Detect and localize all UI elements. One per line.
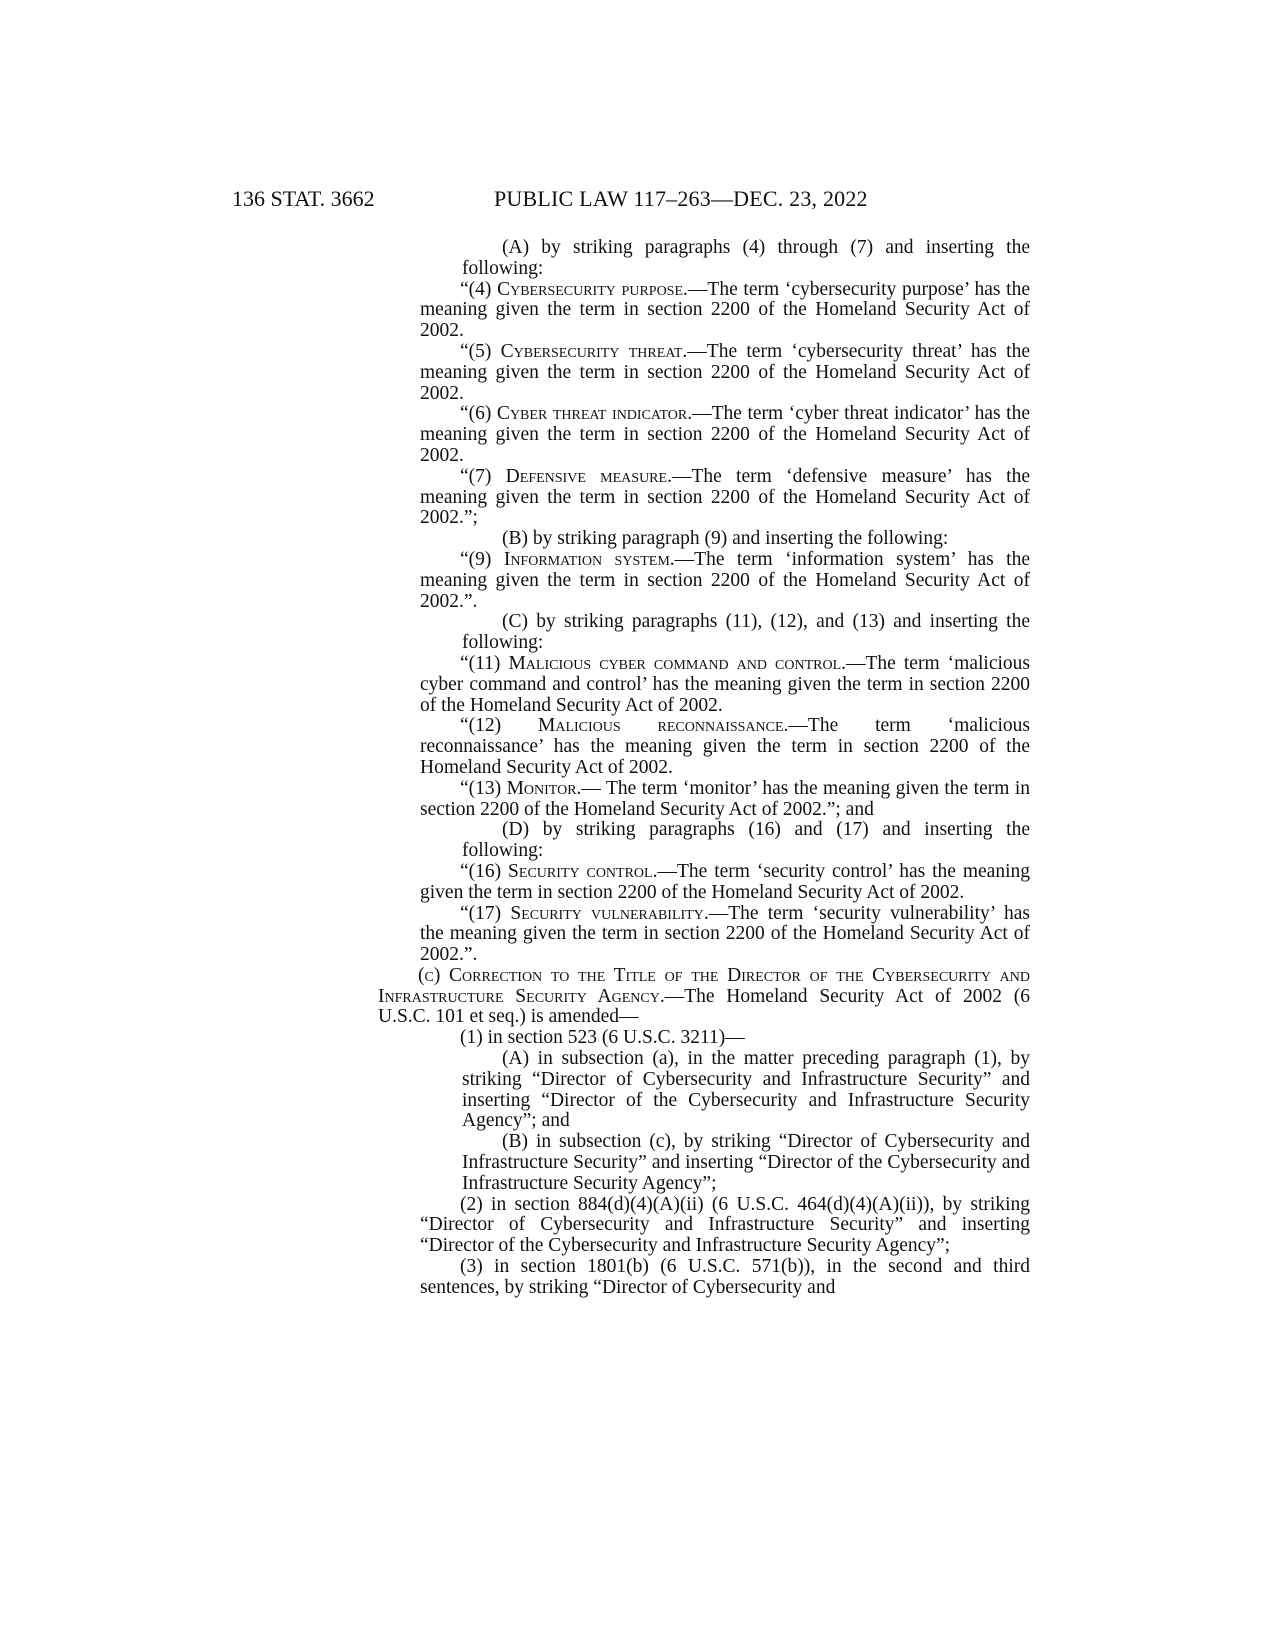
statute-page-number: 136 STAT. 3662 — [232, 186, 375, 211]
paragraph-text: (D) by striking paragraphs (16) and (17) and inserting the following: — [462, 819, 1030, 862]
paragraph-text: (3) in section 1801(b) (6 U.S.C. 571(b)), in the second and third sentences, by striking “Director of Cybersecurity and — [420, 1256, 1030, 1298]
paragraph-heading: “(16) Security control. — [460, 860, 658, 882]
paragraph — [420, 1257, 1030, 1299]
paragraph — [420, 280, 1030, 342]
paragraph-text: —The term ‘cyber threat indicator’ has the meaning given the term in section 2200 of the Homeland Security Act of 2002. — [420, 403, 1030, 466]
paragraph — [420, 612, 1030, 654]
paragraph-text: —The term ‘security vulnerability’ has the meaning given the term in section 2200 of the Homeland Security Act of 2002.”. — [420, 902, 1030, 966]
paragraph-heading: “(7) Defensive measure. — [460, 465, 672, 487]
paragraph-heading: (c) Correction to the Title of the Director of the Cybersecurity and Infrastructure Security Agency. — [378, 964, 1030, 1007]
paragraph — [420, 1195, 1030, 1257]
paragraph-text: —The term ‘defensive measure’ has the meaning given the term in section 2200 of the Homeland Security Act of 2002.”; — [420, 465, 1031, 529]
paragraph-text: (A) by striking paragraphs (4) through (7) and inserting the following: — [462, 237, 1030, 279]
paragraph — [420, 467, 1030, 529]
paragraph-text: —The Homeland Security Act of 2002 (6 U.S.C. 101 et seq.) is amended— — [378, 985, 1030, 1028]
public-law-title: PUBLIC LAW 117–263—DEC. 23, 2022 — [494, 186, 868, 211]
paragraph-text: —The term ‘cybersecurity purpose’ has the meaning given the term in section 2200 of the Homeland Security Act of 2002. — [420, 278, 1030, 342]
paragraph — [420, 716, 1030, 778]
paragraph-text: (2) in section 884(d)(4)(A)(ii) (6 U.S.C. 464(d)(4)(A)(ii)), by striking “Director of Cybersecurity and Infrastructure Security” and inserting “Director of the Cybersecurity and Infrastructure Security Agency”; — [420, 1193, 1030, 1257]
paragraph — [420, 779, 1030, 821]
paragraph — [420, 342, 1030, 404]
paragraph-heading: “(13) Monitor. — [460, 777, 582, 799]
paragraph-text: (B) in subsection (c), by striking “Director of Cybersecurity and Infrastructure Security” and inserting “Director of the Cybersecurity and Infrastructure Security Agency”; — [462, 1131, 1030, 1194]
paragraph-heading: “(6) Cyber threat indicator. — [460, 403, 693, 425]
paragraph-heading: “(5) Cybersecurity threat. — [460, 340, 688, 362]
paragraph-heading: “(11) Malicious cyber command and control. — [460, 652, 847, 674]
paragraph-text: —The term ‘malicious cyber command and control’ has the meaning given the term in section 2200 of the Homeland Security Act of 2002. — [420, 652, 1030, 716]
paragraph-text: —The term ‘information system’ has the meaning given the term in section 2200 of the Homeland Security Act of 2002.”. — [420, 548, 1030, 612]
paragraph — [420, 1028, 1030, 1049]
paragraph-text: —The term ‘malicious reconnaissance’ has the meaning given the term in section 2200 of the Homeland Security Act of 2002. — [420, 715, 1030, 778]
paragraph-text: —The term ‘security control’ has the meaning given the term in section 2200 of the Homeland Security Act of 2002. — [420, 860, 1031, 903]
paragraph — [420, 654, 1030, 716]
document-body — [378, 237, 1031, 1299]
paragraph-text: —The term ‘cybersecurity threat’ has the meaning given the term in section 2200 of the Homeland Security Act of 2002. — [420, 340, 1030, 404]
paragraph — [420, 862, 1030, 904]
page-header — [232, 183, 1032, 215]
paragraph — [420, 529, 1030, 550]
paragraph — [420, 1132, 1030, 1194]
paragraph-heading: “(17) Security vulnerability. — [460, 902, 709, 924]
paragraph-text: (A) in subsection (a), in the matter preceding paragraph (1), by striking “Director of Cybersecurity and Infrastructure Security” and inserting “Director of the Cybersecurity and Infrastructure Security Agency”; and — [462, 1048, 1030, 1132]
paragraph — [420, 820, 1030, 862]
paragraph-text: (C) by striking paragraphs (11), (12), and (13) and inserting the following: — [462, 611, 1030, 654]
paragraph-heading: “(4) Cybersecurity purpose. — [460, 278, 688, 300]
paragraph — [378, 966, 1030, 1028]
paragraph-text: — The term ‘monitor’ has the meaning given the term in section 2200 of the Homeland Security Act of 2002.”; and — [420, 777, 1030, 820]
paragraph — [420, 1049, 1030, 1132]
paragraph — [420, 904, 1030, 966]
paragraph-heading: “(9) Information system. — [460, 548, 675, 570]
paragraph-text: (B) by striking paragraph (9) and inserting the following: — [502, 528, 949, 550]
paragraph-heading: “(12) Malicious reconnaissance. — [460, 715, 789, 737]
paragraph — [420, 550, 1030, 612]
paragraph — [420, 238, 1030, 280]
paragraph — [420, 404, 1030, 466]
paragraph-text: (1) in section 523 (6 U.S.C. 3211)— — [460, 1027, 745, 1049]
